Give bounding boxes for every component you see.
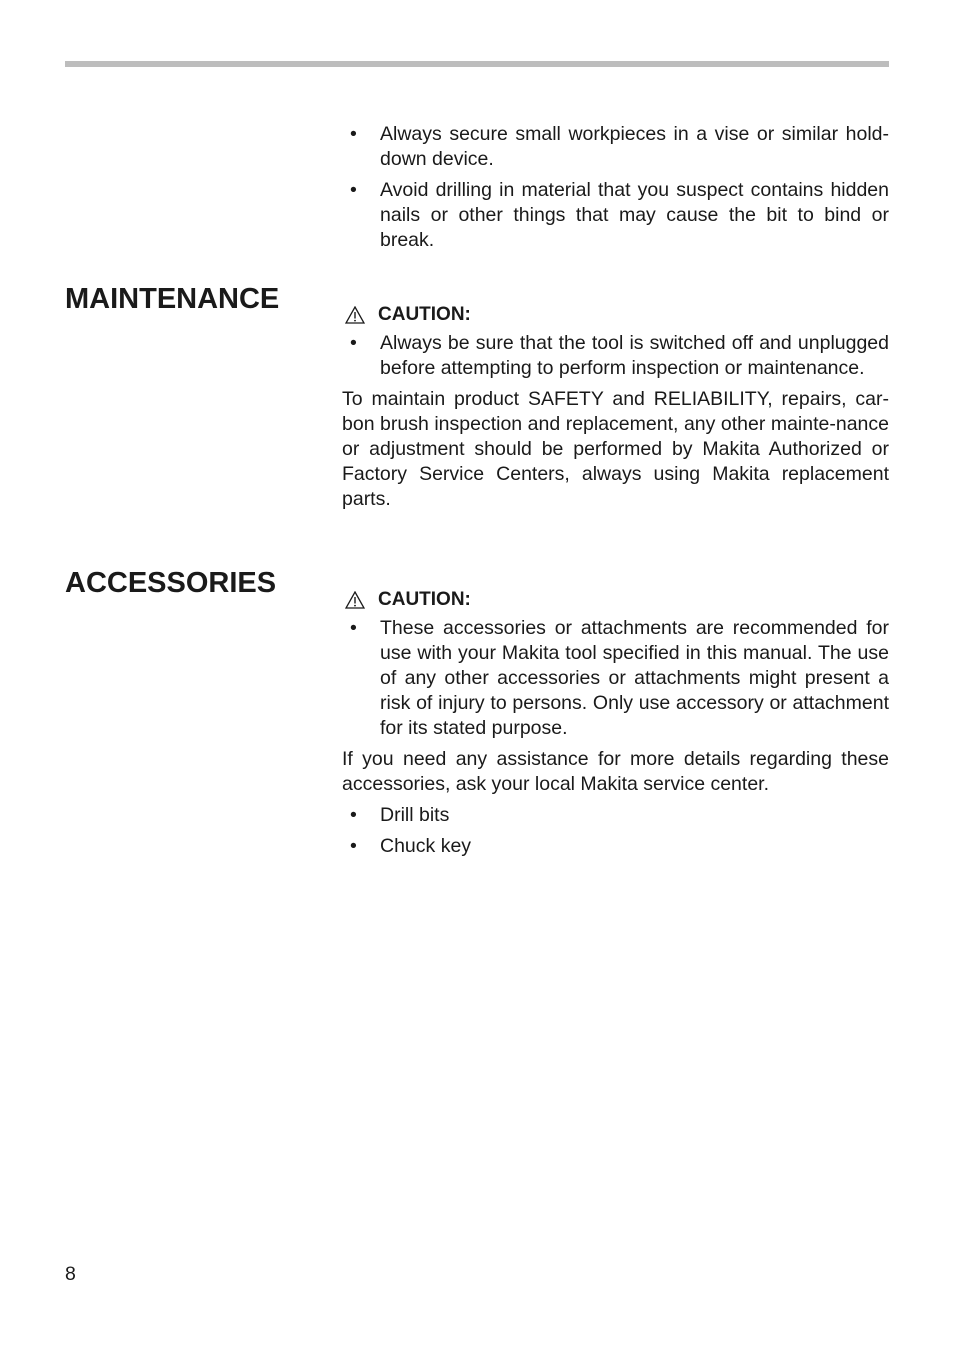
accessories-heading: ACCESSORIES [65,567,277,599]
list-item-text: Avoid drilling in material that you suspect contains hidden nails or other things that may cause the bit to bind or break. [380,179,889,251]
list-item [342,122,889,172]
bullet-dot: • [350,617,357,639]
bullet-dot: • [350,835,357,857]
maintenance-paragraph: To maintain product SAFETY and RELIABILITY, repairs, car-bon brush inspection and replacement, any other mainte-nance or adjustment should be performed by Makita Authorized or Factory Service Centers, always using Makita replacement parts. [342,388,889,510]
header-rule [65,61,889,67]
list-item [342,834,889,859]
maintenance-bullet-list [342,331,889,381]
list-item-text: Drill bits [380,804,450,826]
accessories-item-list [342,803,889,859]
maintenance-section [342,302,889,518]
intro-bullet-list [342,122,889,253]
intro-section [342,122,889,259]
caution-label: CAUTION: [378,589,471,610]
bullet-dot: • [350,332,357,354]
accessories-caution [342,587,889,612]
maintenance-caution [342,302,889,327]
list-item [342,178,889,253]
caution-label: CAUTION: [378,304,471,325]
list-item-text: Always secure small workpieces in a vise or similar hold-down device. [380,123,889,170]
bullet-dot: • [350,179,357,201]
bullet-dot: • [350,123,357,145]
list-item [342,803,889,828]
maintenance-heading: MAINTENANCE [65,283,280,315]
list-item [342,616,889,741]
accessories-section [342,587,889,865]
list-item-text: Always be sure that the tool is switched off and unplugged before attempting to perform inspection or maintenance. [380,332,889,379]
bullet-dot: • [350,804,357,826]
list-item [342,331,889,381]
accessories-paragraph: If you need any assistance for more details regarding these accessories, ask your local Makita service center. [342,748,889,795]
warning-triangle-icon [345,591,365,609]
accessories-bullet-list [342,616,889,741]
list-item-text: These accessories or attachments are recommended for use with your Makita tool specified in this manual. The use of any other accessories or attachments might present a risk of injury to persons. Only use accessory or attachment for its stated purpose. [380,617,889,739]
page-number: 8 [65,1263,76,1285]
warning-triangle-icon [345,306,365,324]
list-item-text: Chuck key [380,835,472,857]
